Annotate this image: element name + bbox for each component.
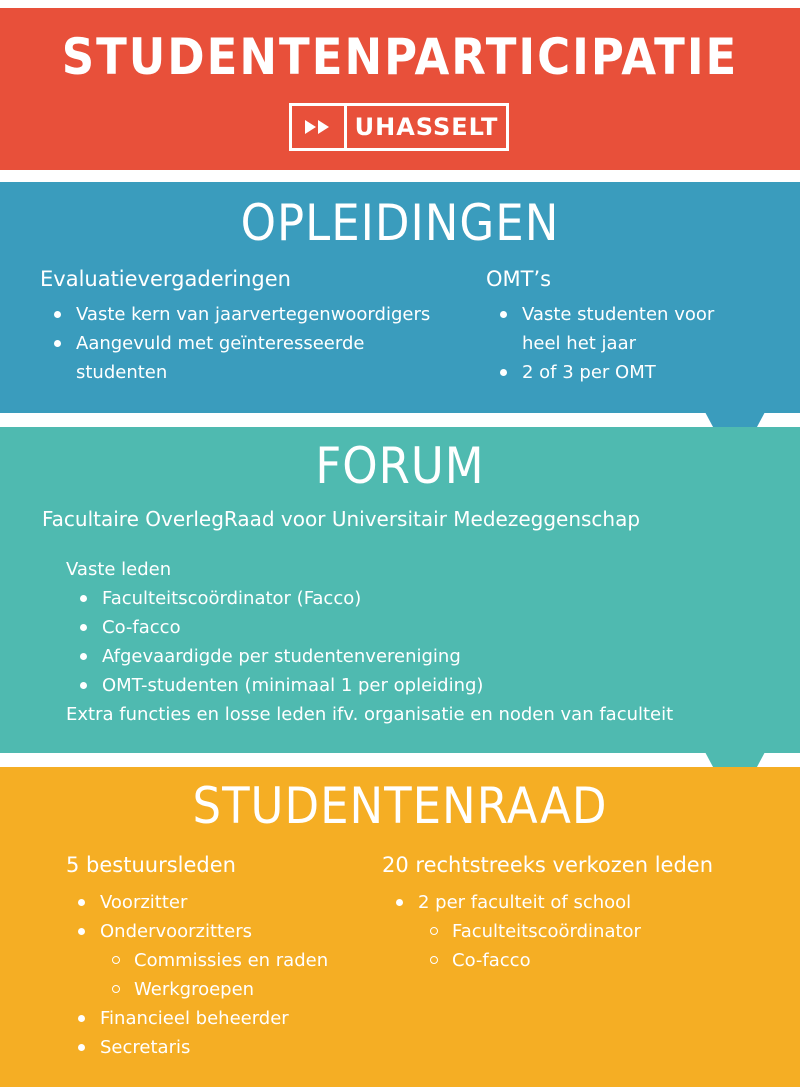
evaluatievergaderingen-list xyxy=(50,300,430,358)
sub-list-item: Co-facco xyxy=(392,946,641,975)
forum-title: FORUM xyxy=(315,437,485,495)
list-item: Financieel beheerder xyxy=(74,1004,328,1033)
list-item: Vaste studenten voor xyxy=(496,300,714,329)
list-item: Afgevaardigde per studentenvereniging xyxy=(76,642,483,671)
sub-list-item: Faculteitscoördinator xyxy=(392,917,641,946)
omts-list-2 xyxy=(496,358,656,387)
logo-text: UHASSELT xyxy=(354,113,499,141)
list-item: Aangevuld met geïnteresseerde xyxy=(50,329,430,358)
page-title: STUDENTENPARTICIPATIE xyxy=(61,28,739,86)
list-item: 2 of 3 per OMT xyxy=(496,358,656,387)
sub-list-item: Werkgroepen xyxy=(74,975,328,1004)
omts-heading: OMT’s xyxy=(486,267,552,291)
list-item: Vaste kern van jaarvertegenwoordigers xyxy=(50,300,430,329)
opleidingen-section xyxy=(0,182,800,413)
list-item: Voorzitter xyxy=(74,888,328,917)
bestuursleden-heading: 5 bestuursleden xyxy=(66,853,236,877)
bestuursleden-list xyxy=(74,888,328,1062)
list-item: Secretaris xyxy=(74,1033,328,1062)
vaste-leden-list xyxy=(76,584,483,700)
list-item-continuation: heel het jaar xyxy=(522,333,637,354)
vaste-leden-label: Vaste leden xyxy=(66,559,172,580)
forum-subtitle: Facultaire OverlegRaad voor Universitair Medezeggenschap xyxy=(42,507,641,531)
list-item: 2 per faculteit of school xyxy=(392,888,641,917)
fast-forward-icon xyxy=(292,106,347,148)
sub-list-item: Commissies en raden xyxy=(74,946,328,975)
list-item: Faculteitscoördinator (Facco) xyxy=(76,584,483,613)
opleidingen-title: OPLEIDINGEN xyxy=(240,194,560,252)
studentenraad-section xyxy=(0,767,800,1087)
list-item-continuation: studenten xyxy=(76,362,168,383)
list-item: Ondervoorzitters xyxy=(74,917,328,946)
header-banner xyxy=(0,8,800,170)
list-item: Co-facco xyxy=(76,613,483,642)
omts-list xyxy=(496,300,714,329)
uhasselt-logo xyxy=(289,103,509,151)
studentenraad-title: STUDENTENRAAD xyxy=(192,777,608,835)
evaluatievergaderingen-heading: Evaluatievergaderingen xyxy=(40,267,291,291)
forum-section xyxy=(0,427,800,753)
list-item: OMT-studenten (minimaal 1 per opleiding) xyxy=(76,671,483,700)
verkozen-leden-list xyxy=(392,888,641,975)
verkozen-leden-heading: 20 rechtstreeks verkozen leden xyxy=(382,853,714,877)
extra-functies-text: Extra functies en losse leden ifv. organisatie en noden van faculteit xyxy=(66,704,674,725)
